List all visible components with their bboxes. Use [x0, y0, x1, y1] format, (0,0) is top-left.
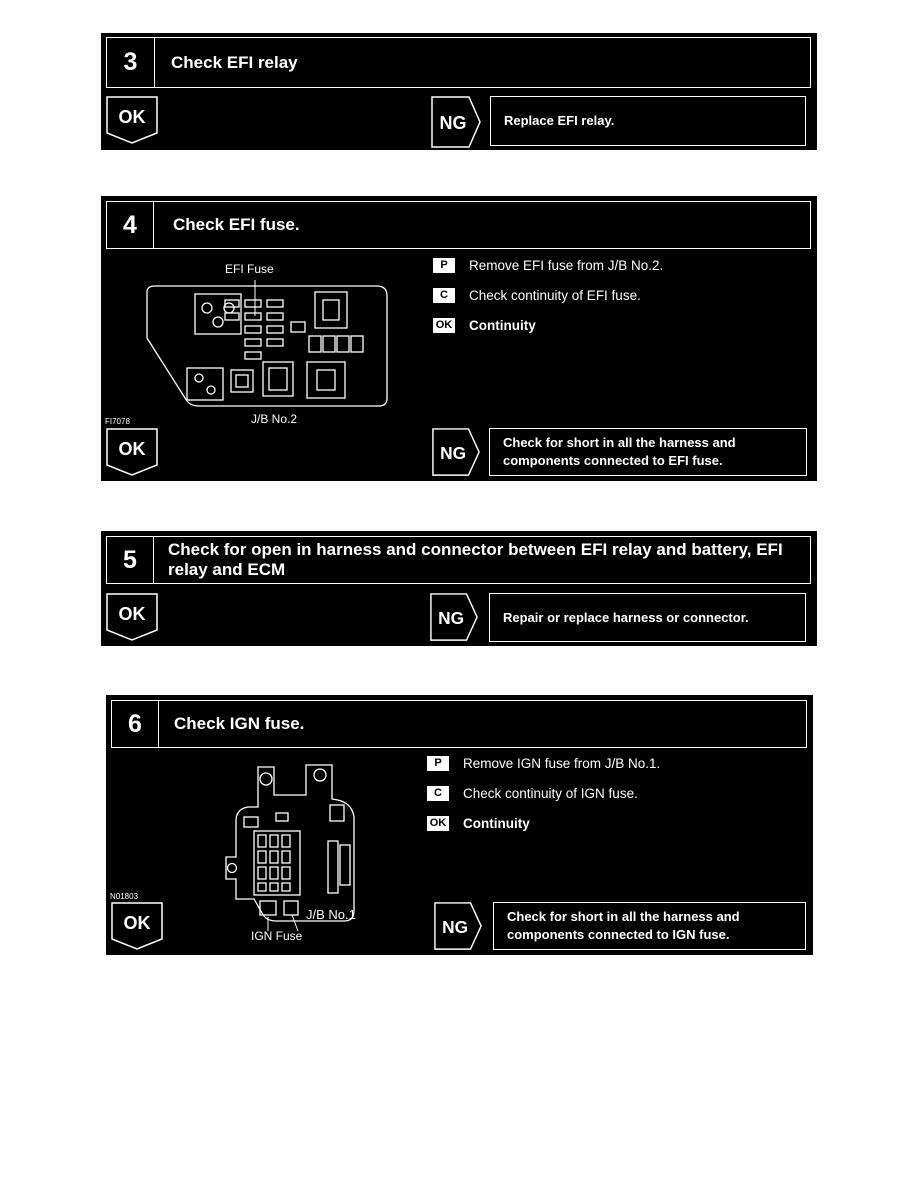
step-title: Check EFI relay [171, 53, 298, 72]
instruction-ok [433, 318, 536, 333]
step-title: Check for open in harness and connector between EFI relay and battery, EFI relay and ECM [168, 540, 783, 579]
figure-code: N01803 [110, 892, 139, 901]
ok-button[interactable] [106, 593, 158, 641]
chip-ok: OK [433, 318, 455, 333]
ng-action-text: Repair or replace harness or connector. [503, 609, 749, 625]
ng-label: NG [438, 607, 465, 628]
instruction-p [433, 258, 663, 273]
ok-button[interactable] [106, 428, 158, 476]
instruction-text: Continuity [469, 318, 536, 333]
ng-label: NG [439, 113, 467, 133]
ok-button[interactable] [111, 902, 163, 950]
step-header [106, 536, 811, 584]
ng-action-box [490, 96, 806, 146]
chip-c: C [433, 288, 455, 303]
chip-p: P [433, 258, 455, 273]
instruction-ok [427, 816, 530, 831]
ng-label: NG [442, 916, 469, 937]
ng-button[interactable] [431, 428, 481, 478]
step-header [106, 201, 811, 249]
ng-action-box [493, 902, 806, 950]
step-number: 4 [107, 202, 154, 248]
instruction-p [427, 756, 660, 771]
chip-c: C [427, 786, 449, 801]
step-5-panel [101, 531, 817, 646]
step-title: Check IGN fuse. [174, 714, 305, 733]
ng-action-box [489, 593, 806, 642]
instruction-text: Remove EFI fuse from J/B No.2. [469, 258, 664, 273]
instruction-text: Check continuity of IGN fuse. [463, 786, 638, 801]
step-number: 6 [112, 701, 159, 747]
step-6-panel [106, 695, 813, 955]
chip-ok: OK [427, 816, 449, 831]
ok-button[interactable] [106, 96, 158, 144]
ng-button[interactable] [431, 96, 481, 148]
instruction-c [427, 786, 638, 801]
chip-p: P [427, 756, 449, 771]
instruction-text: Remove IGN fuse from J/B No.1. [463, 756, 661, 771]
ok-label: OK [118, 439, 146, 459]
step-number: 5 [107, 537, 154, 583]
instruction-text: Continuity [463, 816, 530, 831]
ok-label: OK [123, 913, 151, 933]
ng-action-text: Check for short in all the harness and components connected to IGN fuse. [507, 909, 740, 942]
ng-button[interactable] [429, 593, 479, 643]
step-4-panel [101, 196, 817, 481]
instruction-c [433, 288, 641, 303]
ng-label: NG [440, 442, 467, 463]
step-3-panel [101, 33, 817, 150]
jb2-diagram [137, 278, 397, 408]
ng-action-text: Check for short in all the harness and components connected to EFI fuse. [503, 435, 736, 468]
step-title: Check EFI fuse. [173, 215, 300, 234]
jb1-label: J/B No.1 [306, 907, 356, 922]
ng-action-text: Replace EFI relay. [504, 113, 615, 128]
jb2-label: J/B No.2 [251, 412, 298, 426]
step-header [106, 37, 811, 88]
step-header [111, 700, 807, 748]
efi-fuse-label: EFI Fuse [225, 262, 274, 276]
step-number: 3 [107, 38, 155, 87]
ok-label: OK [118, 107, 146, 127]
instruction-text: Check continuity of EFI fuse. [469, 288, 641, 303]
ok-label: OK [118, 604, 146, 624]
ign-fuse-label: IGN Fuse [251, 929, 303, 943]
ng-action-box [489, 428, 807, 476]
jb1-diagram [216, 761, 366, 931]
figure-code: FI7078 [105, 417, 130, 426]
ng-button[interactable] [433, 902, 483, 952]
